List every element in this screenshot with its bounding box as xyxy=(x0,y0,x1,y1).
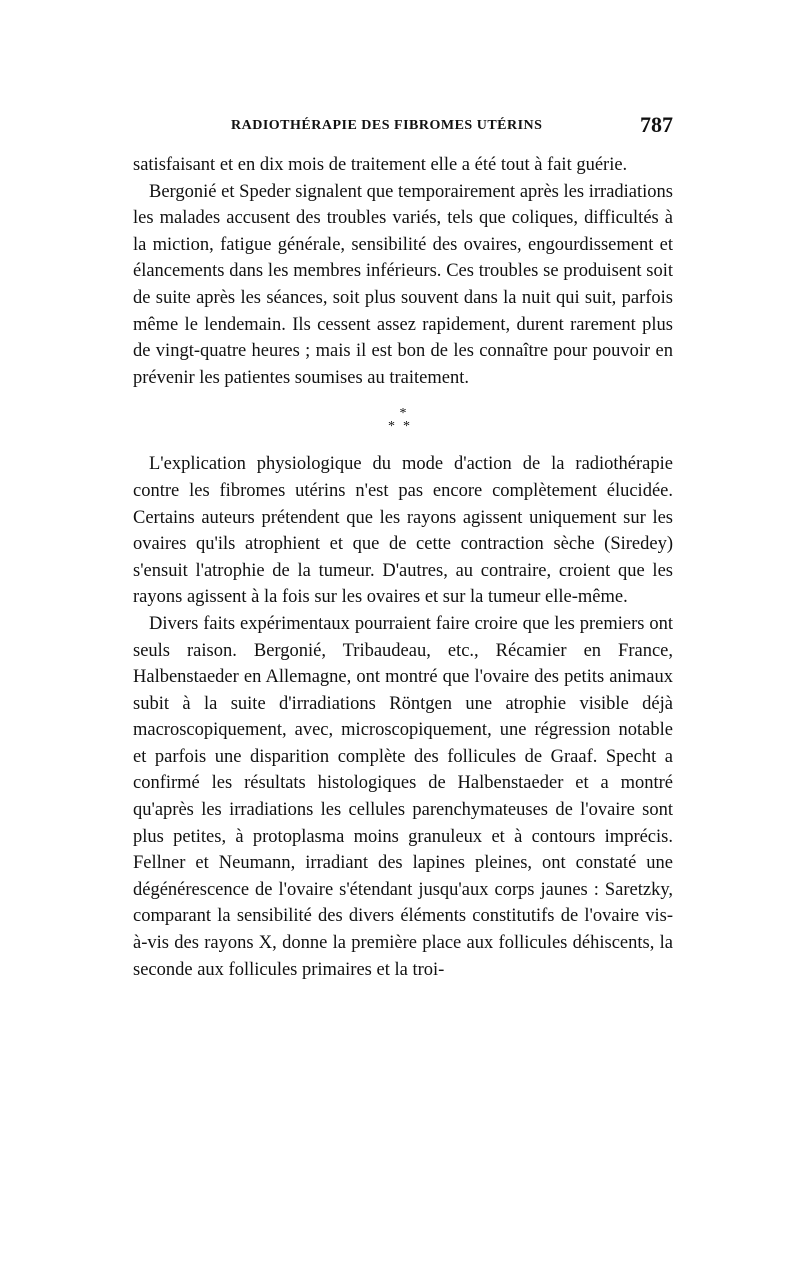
page-header xyxy=(133,112,673,142)
running-title: RADIOTHÉRAPIE DES FIBROMES UTÉRINS xyxy=(231,118,543,133)
page-body xyxy=(133,152,673,983)
paragraph-divers-faits: Divers faits expérimentaux pourraient faire croire que les premiers ont seuls raison. Bergonié, Tribaudeau, etc., Récamier en France, Halbenstaeder en Allemagne, ont montré que l'ovaire des petits animaux subit à la suite d'irradiations Röntgen une atrophie visible déjà macroscopiquement, avec, microscopiquement, une régression notable et parfois une disparition complète des follicules de Graaf. Specht a confirmé les résultats histologiques de Halbenstaeder et a montré qu'après les irradiations les cellules parenchymateuses de l'ovaire sont plus petites, à protoplasma moins granuleux et à contours imprécis. Fellner et Neumann, irradiant des lapines pleines, ont constaté une dégénérescence de l'ovaire s'étendant jusqu'aux corps jaunes : Saretzky, comparant la sensibilité des divers éléments constitutifs de l'ovaire vis-à-vis des rayons X, donne la première place aux follicules déhiscents, la seconde aux follicules primaires et la troi- xyxy=(133,613,673,980)
paragraph-continuation: satisfaisant et en dix mois de traitement elle a été tout à fait guérie. xyxy=(133,155,628,175)
asterism-top: * xyxy=(399,406,407,422)
section-asterism xyxy=(133,407,673,441)
paragraph-explication: L'explication physiologique du mode d'action de la radiothérapie contre les fibromes utérins n'est pas encore complètement élucidée. Certains auteurs prétendent que les rayons agissent uniquement sur les ovaires qu'ils atrophient et que de cette contraction sèche (Siredey) s'ensuit l'atrophie de la tumeur. D'autres, au contraire, croient que les rayons agissent à la fois sur les ovaires et sur la tumeur elle-même. xyxy=(133,454,673,608)
paragraph-bergonie-speder: Bergonié et Speder signalent que temporairement après les irradiations les malades accusent des troubles variés, tels que coliques, difficultés à la miction, fatigue générale, sensibilité des ovaires, engourdissement et élancements dans les membres inférieurs. Ces troubles se produisent soit de suite après les séances, soit plus souvent dans la nuit qui suit, parfois même le lendemain. Ils cessent assez rapidement, durent rarement plus de vingt-quatre heures ; mais il est bon de les connaître pour pouvoir en prévenir les patientes soumises au traitement. xyxy=(133,181,673,388)
page-number: 787 xyxy=(640,112,673,137)
asterism-bottom: ** xyxy=(388,419,418,435)
